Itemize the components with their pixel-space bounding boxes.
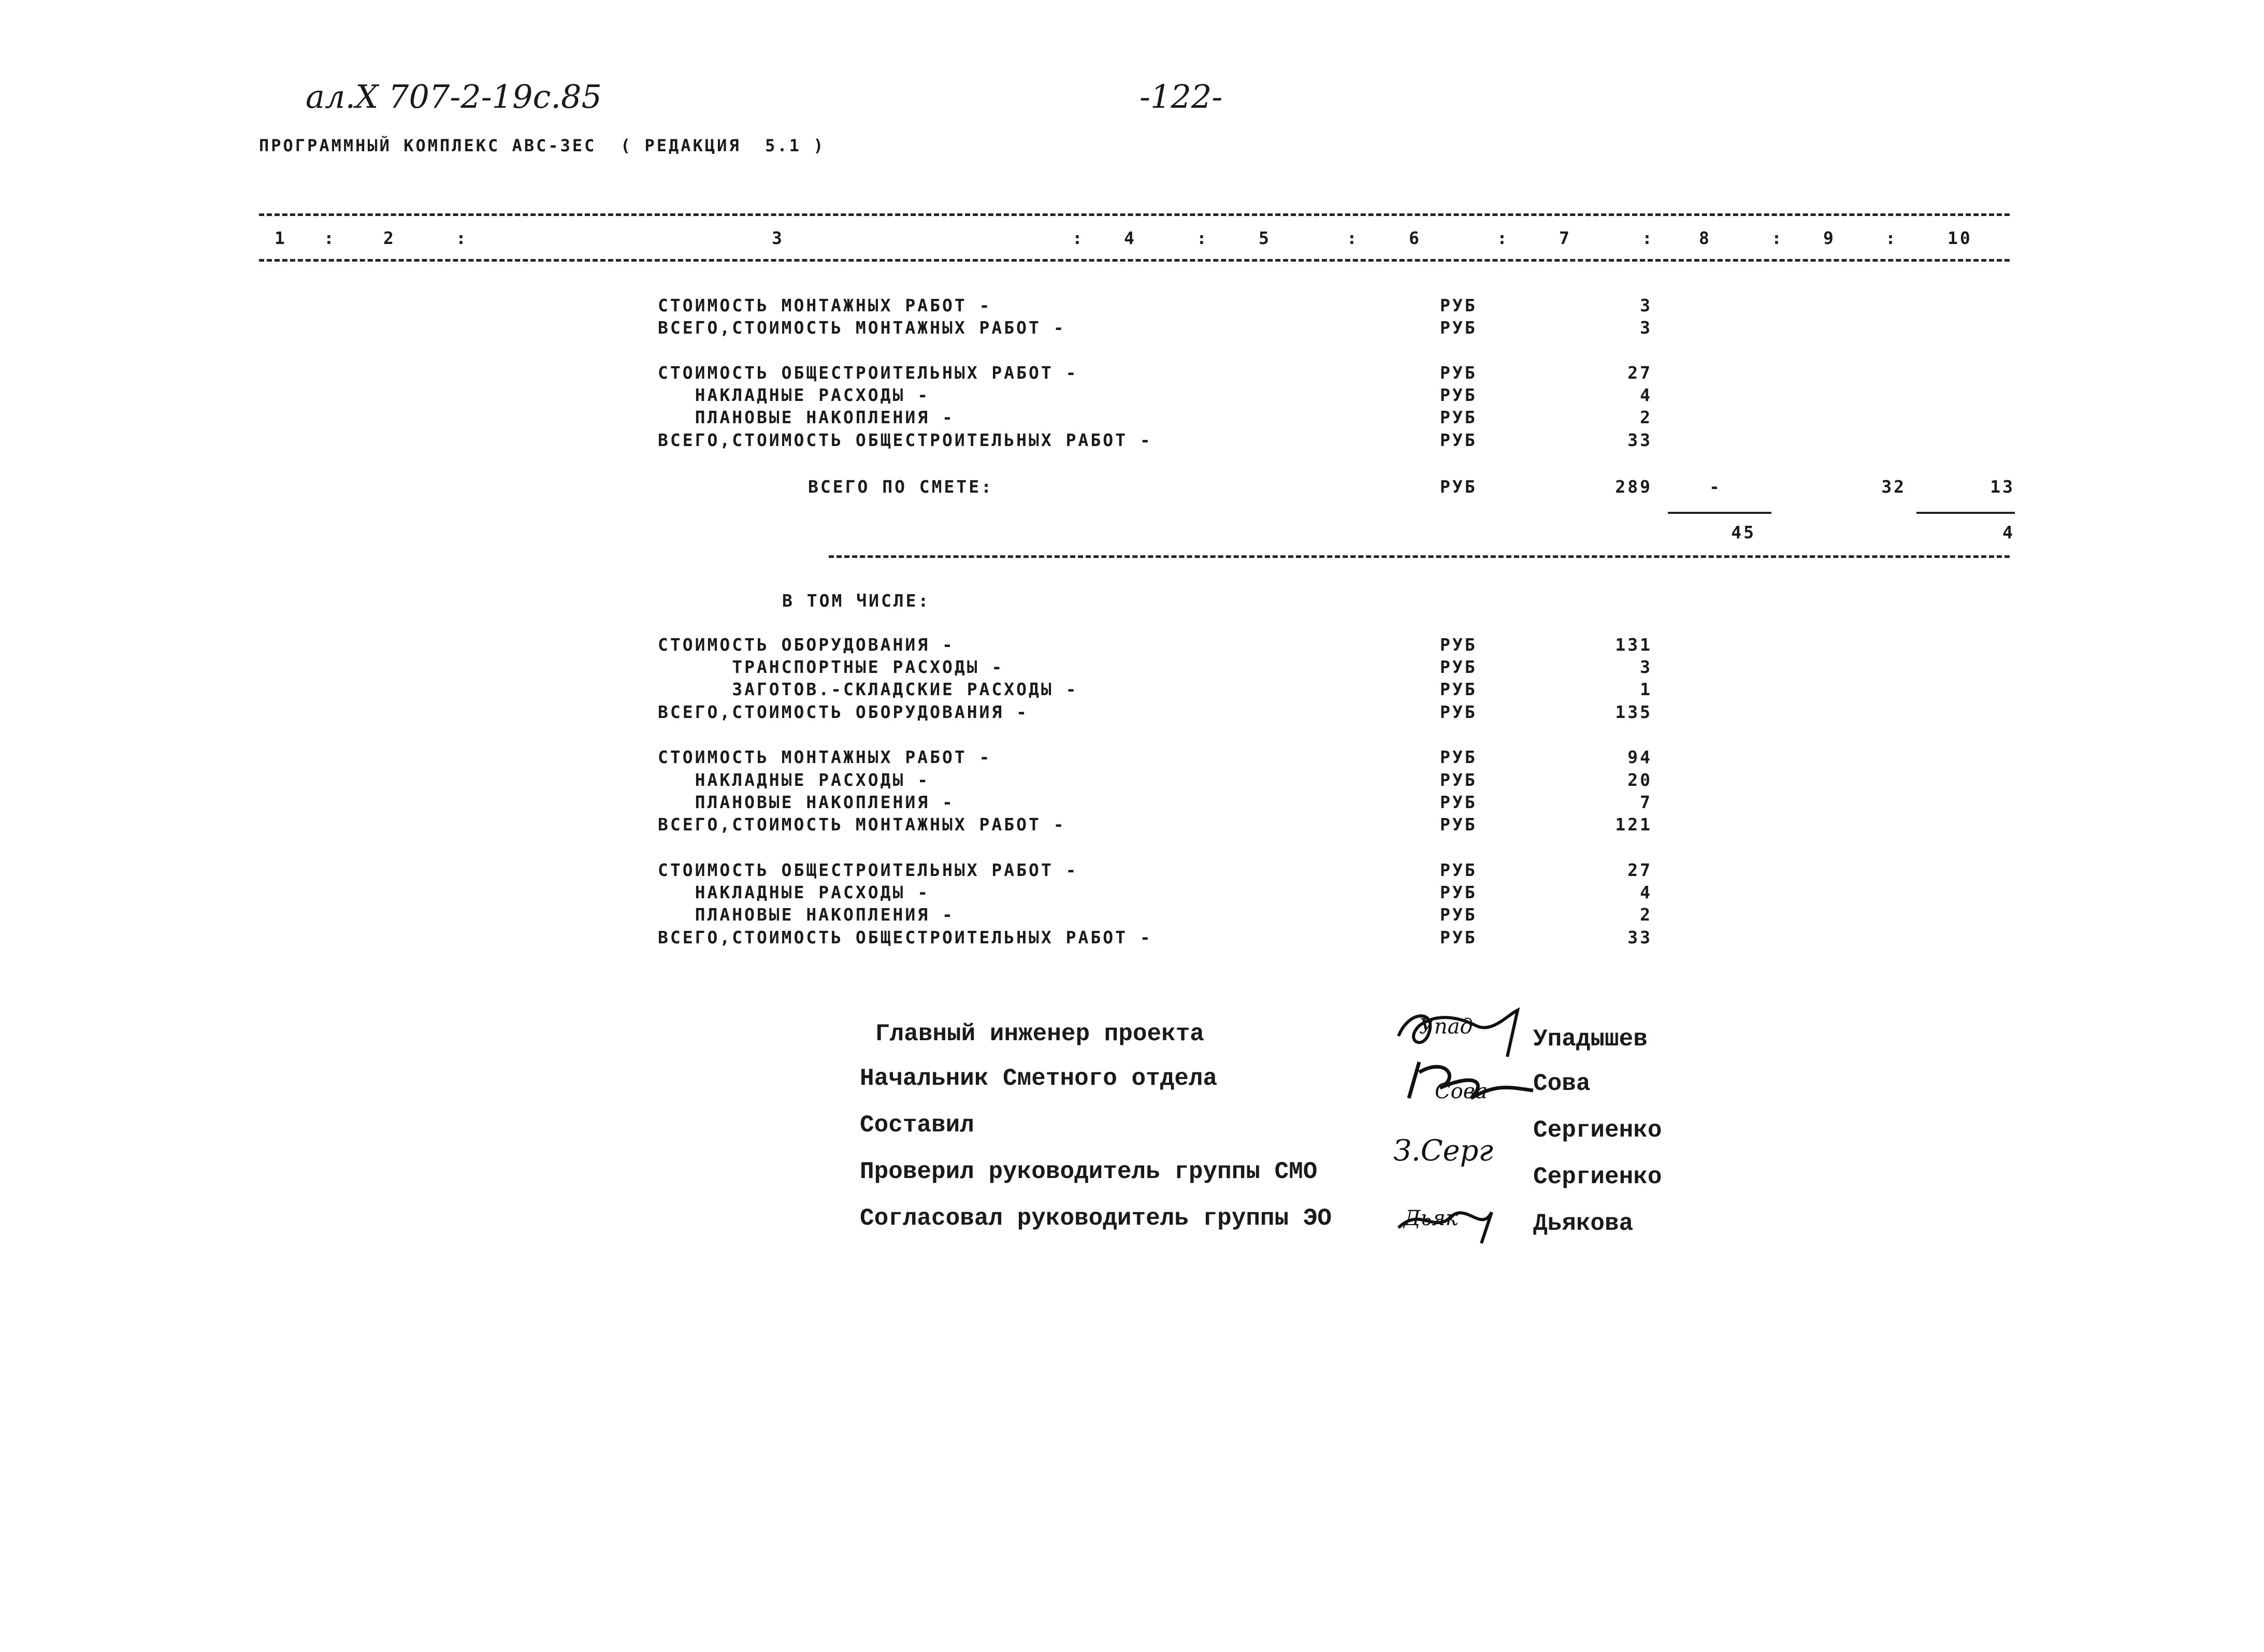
total-unit: РУБ [1440,477,1477,497]
signature-name: Упадышев [1533,1026,1648,1053]
row-value: 121 [1615,814,1652,835]
row-label: ПЛАНОВЫЕ НАКОПЛЕНИЯ - [658,407,955,427]
row-unit: РУБ [1440,385,1477,405]
row-unit: РУБ [1440,679,1477,699]
row-label: ВСЕГО,СТОИМОСТЬ ОБОРУДОВАНИЯ - [658,702,1029,722]
row-label: ВСЕГО,СТОИМОСТЬ ОБЩЕСТРОИТЕЛЬНЫХ РАБОТ - [658,927,1152,947]
row-value: 3 [1640,295,1652,315]
row-unit: РУБ [1440,430,1477,450]
row-label: СТОИМОСТЬ ОБЩЕСТРОИТЕЛЬНЫХ РАБОТ - [658,860,1078,880]
signature-name: Сергиенко [1533,1163,1662,1190]
total-rule [829,555,2010,558]
signature-mark-1-text: Упад [1419,1015,1473,1039]
column-separator: : [1497,228,1509,248]
total-col8-top: - [1709,477,1722,497]
column-separator: : [1885,228,1898,248]
signature-mark-2 [1398,1052,1544,1114]
signature-mark-3 [1388,1129,1512,1181]
row-label: СТОИМОСТЬ ОБЩЕСТРОИТЕЛЬНЫХ РАБОТ - [658,363,1078,383]
row-unit: РУБ [1440,882,1477,902]
total-label: ВСЕГО ПО СМЕТЕ: [808,477,994,497]
row-value: 27 [1627,363,1652,383]
row-label: ПЛАНОВЫЕ НАКОПЛЕНИЯ - [658,904,955,925]
row-unit: РУБ [1440,904,1477,925]
column-number: 10 [1948,228,1972,248]
signature-role: Составил [860,1112,974,1139]
signature-name: Сергиенко [1533,1117,1662,1144]
total-col10-bottom: 4 [2002,522,2015,542]
signature-name: Сова [1533,1070,1591,1097]
signature-role: Главный инженер проекта [875,1021,1204,1047]
row-unit: РУБ [1440,792,1477,812]
row-value: 1 [1640,679,1652,699]
handwritten-code: ал.Х 707-2-19с.85 [306,78,602,116]
row-value: 3 [1640,318,1652,338]
row-value: 131 [1615,635,1652,655]
row-unit: РУБ [1440,295,1477,315]
row-label: НАКЛАДНЫЕ РАСХОДЫ - [658,385,930,405]
row-unit: РУБ [1440,770,1477,790]
total-col9: 32 [1881,477,1906,497]
row-value: 7 [1640,792,1652,812]
row-unit: РУБ [1440,657,1477,677]
column-separator: : [1642,228,1654,248]
row-value: 4 [1640,882,1652,902]
column-number: 2 [383,228,396,248]
column-number: 4 [1124,228,1136,248]
total-col8-underline [1668,512,1771,514]
column-separator: : [324,228,336,248]
signature-mark-3-text: З.Серг [1393,1134,1493,1168]
row-value: 3 [1640,657,1652,677]
column-number: 8 [1699,228,1711,248]
row-label: НАКЛАДНЫЕ РАСХОДЫ - [658,770,930,790]
signature-role: Согласовал руководитель группы ЭО [860,1205,1332,1232]
row-label: ВСЕГО,СТОИМОСТЬ МОНТАЖНЫХ РАБОТ - [658,318,1066,338]
row-unit: РУБ [1440,814,1477,835]
row-label: НАКЛАДНЫЕ РАСХОДЫ - [658,882,930,902]
column-separator: : [1771,228,1784,248]
signature-mark-2-text: Сова [1435,1080,1488,1103]
row-value: 4 [1640,385,1652,405]
signature-role: Начальник Сметного отдела [860,1065,1218,1092]
signature-mark-4 [1388,1191,1512,1248]
row-unit: РУБ [1440,747,1477,767]
row-value: 27 [1627,860,1652,880]
row-label: ВСЕГО,СТОИМОСТЬ ОБЩЕСТРОИТЕЛЬНЫХ РАБОТ - [658,430,1152,450]
row-unit: РУБ [1440,927,1477,947]
row-label: СТОИМОСТЬ ОБОРУДОВАНИЯ - [658,635,955,655]
row-label: ТРАНСПОРТНЫЕ РАСХОДЫ - [658,657,1004,677]
row-value: 135 [1615,702,1652,722]
signature-mark-4-text: Дьяк [1404,1206,1458,1230]
total-col10-underline [1916,512,2015,514]
row-value: 2 [1640,904,1652,925]
column-number: 5 [1259,228,1271,248]
row-unit: РУБ [1440,318,1477,338]
column-number: 3 [772,228,784,248]
row-unit: РУБ [1440,860,1477,880]
column-separator: : [1347,228,1359,248]
program-header: ПРОГРАММНЫЙ КОМПЛЕКС АВС-3ЕС ( РЕДАКЦИЯ 5.1 ) [259,136,826,155]
column-number: 9 [1823,228,1836,248]
header-top-rule [259,213,2010,216]
row-label: СТОИМОСТЬ МОНТАЖНЫХ РАБОТ - [658,747,992,767]
total-col10-top: 13 [1990,477,2015,497]
column-separator: : [456,228,468,248]
row-unit: РУБ [1440,702,1477,722]
header-bottom-rule [259,259,2010,262]
column-separator: : [1072,228,1085,248]
row-value: 33 [1627,927,1652,947]
row-value: 33 [1627,430,1652,450]
row-unit: РУБ [1440,635,1477,655]
row-label: ПЛАНОВЫЕ НАКОПЛЕНИЯ - [658,792,955,812]
row-value: 20 [1627,770,1652,790]
including-label: В ТОМ ЧИСЛЕ: [782,591,931,611]
total-col7: 289 [1615,477,1652,497]
column-number: 1 [275,228,287,248]
column-separator: : [1196,228,1209,248]
row-value: 94 [1627,747,1652,767]
column-number: 6 [1409,228,1421,248]
row-unit: РУБ [1440,363,1477,383]
row-value: 2 [1640,407,1652,427]
row-label: СТОИМОСТЬ МОНТАЖНЫХ РАБОТ - [658,295,992,315]
signature-role: Проверил руководитель группы СМО [860,1158,1318,1185]
column-number: 7 [1559,228,1571,248]
row-label: ВСЕГО,СТОИМОСТЬ МОНТАЖНЫХ РАБОТ - [658,814,1066,835]
row-unit: РУБ [1440,407,1477,427]
row-label: ЗАГОТОВ.-СКЛАДСКИЕ РАСХОДЫ - [658,679,1078,699]
page-number: -122- [1140,78,1223,116]
total-col8-bottom: 45 [1731,522,1756,542]
signature-name: Дьякова [1533,1210,1634,1237]
